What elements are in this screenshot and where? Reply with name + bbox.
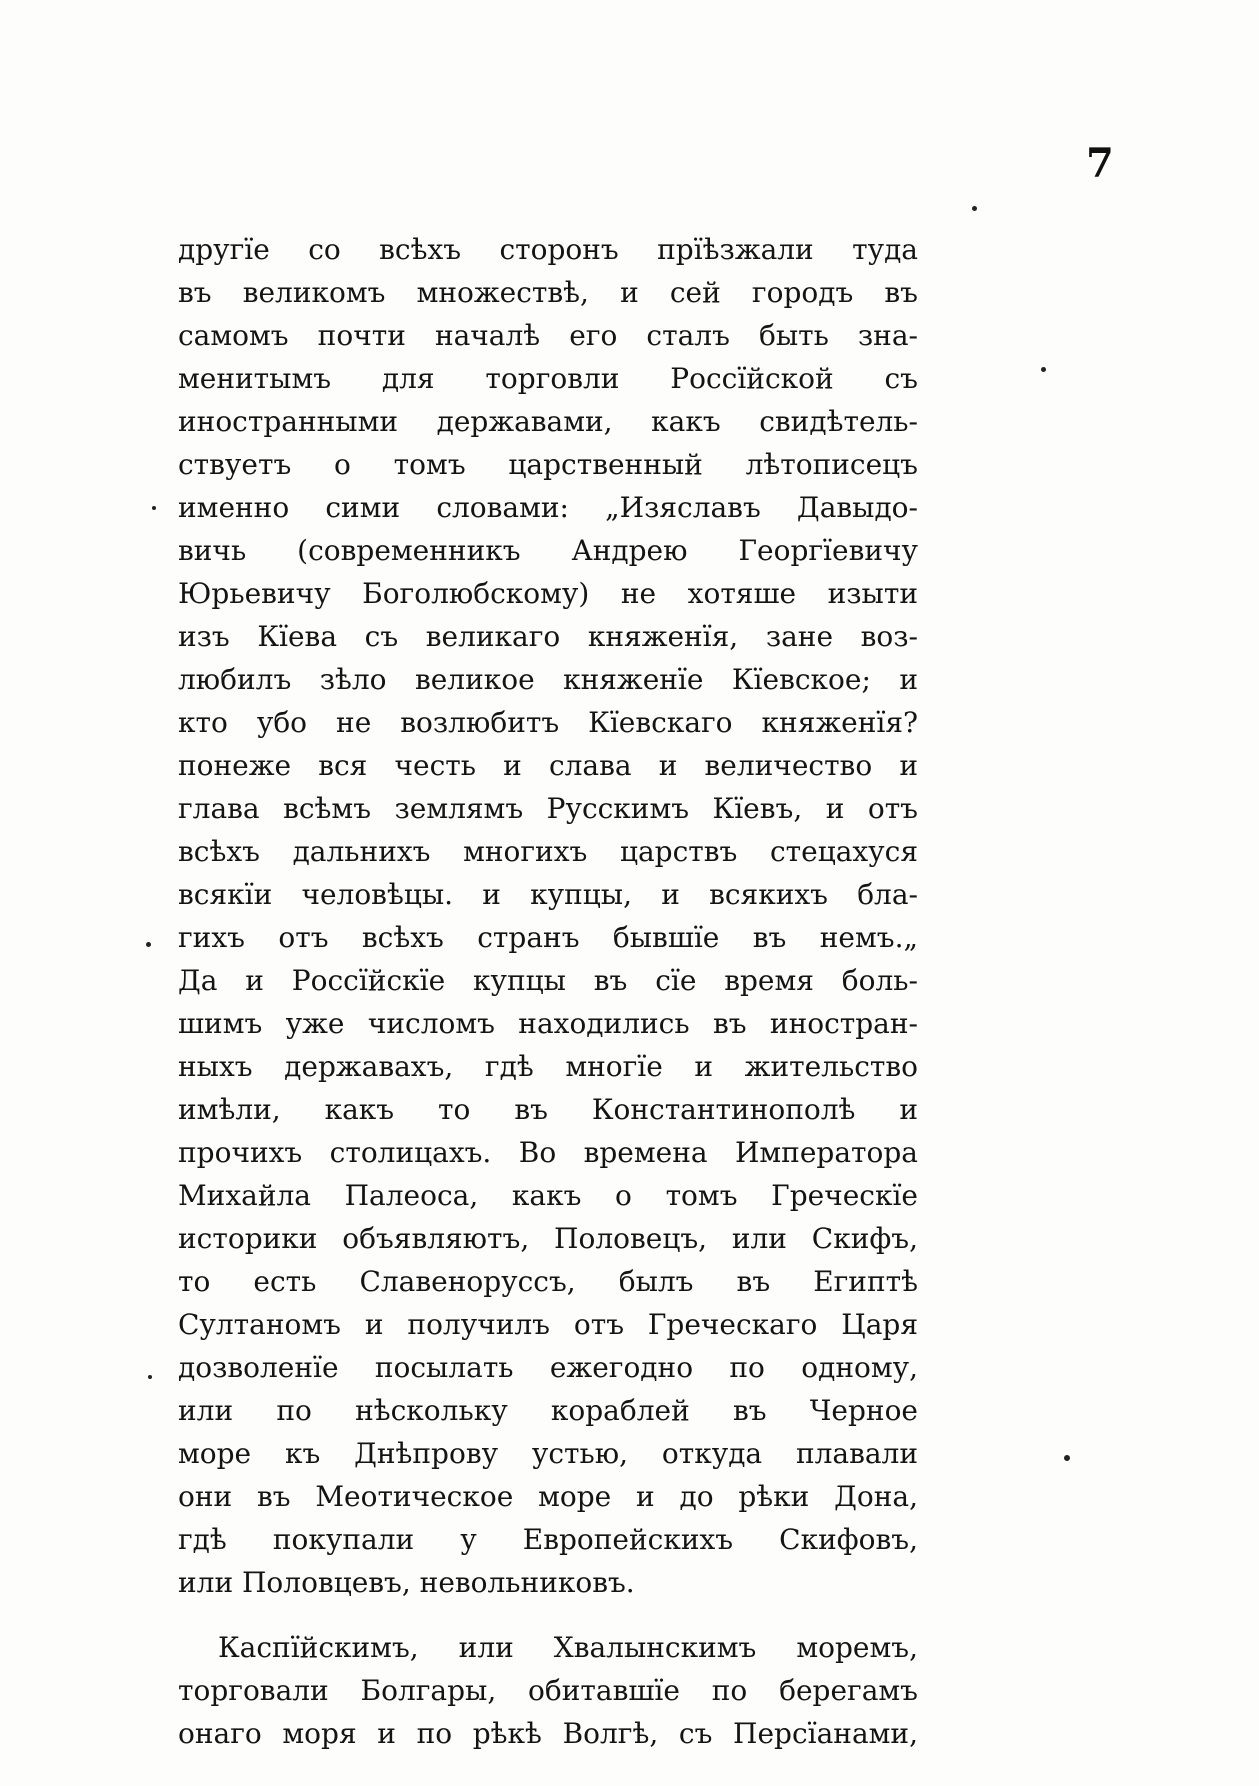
text-line: дозволенїе посылать ежегодно по одному, (178, 1351, 918, 1384)
text-line: или по нѣскольку кораблей въ Черное (178, 1394, 918, 1427)
text-line: понеже вся честь и слава и величество и (178, 749, 918, 782)
print-speck (148, 1375, 152, 1379)
text-line: или Половцевъ, невольниковъ. (178, 1566, 635, 1599)
text-line: менитымъ для торговли Россїйской съ (178, 362, 918, 395)
body-text (178, 228, 918, 1755)
text-line: море къ Днѣпрову устью, откуда плавали (178, 1437, 918, 1470)
text-line: любилъ зѣло великое княженїе Кїевское; и (178, 663, 918, 696)
text-line: Юрьевичу Боголюбскому) не хотяше изыти (178, 577, 918, 610)
text-line: иностранными державами, какъ свидѣтель- (178, 405, 918, 438)
text-line: ныхъ державахъ, гдѣ многїе и жительство (178, 1050, 918, 1083)
text-line: онаго моря и по рѣкѣ Волгѣ, съ Персїанами, (178, 1717, 918, 1750)
print-speck (1064, 1455, 1070, 1461)
text-line: Султаномъ и получилъ отъ Греческаго Царя (178, 1308, 918, 1341)
text-line: они въ Меотическое море и до рѣки Дона, (178, 1480, 918, 1513)
text-line: гдѣ покупали у Европейскихъ Скифовъ, (178, 1523, 918, 1556)
text-line: именно сими словами: „Изяславъ Давыдо- (178, 491, 918, 524)
text-line: прочихъ столицахъ. Во времена Императора (178, 1136, 918, 1169)
text-line: шимъ уже числомъ находились въ иностран- (178, 1007, 918, 1040)
text-line: кто убо не возлюбитъ Кїевскаго княженїя? (178, 706, 918, 739)
print-speck (146, 942, 151, 947)
print-speck (152, 506, 156, 510)
text-line: всякїи человѣцы. и купцы, и всякихъ бла- (178, 878, 918, 911)
paragraph-first-line: Каспїйскимъ, или Хвалынскимъ моремъ, (218, 1631, 918, 1664)
print-speck (1041, 367, 1046, 372)
text-line: глава всѣмъ землямъ Русскимъ Кїевъ, и отъ (178, 792, 918, 825)
text-line: Михайла Палеоса, какъ о томъ Греческїе (178, 1179, 918, 1212)
text-line: гихъ отъ всѣхъ странъ бывшїе въ немъ.„ (178, 921, 918, 954)
text-line: торговали Болгары, обитавшїе по берегамъ (178, 1674, 918, 1707)
text-line: то есть Славеноруссъ, былъ въ Египтѣ (178, 1265, 918, 1298)
text-line: ствуетъ о томъ царственный лѣтописецъ (178, 448, 918, 481)
text-line: самомъ почти началѣ его сталъ быть зна- (178, 319, 918, 352)
text-line: другїе со всѣхъ сторонъ прїѣзжали туда (178, 233, 918, 266)
text-line: въ великомъ множествѣ, и сей городъ въ (178, 276, 918, 309)
text-line: вичь (современникъ Андрею Георгїевичу (178, 534, 918, 567)
text-line: всѣхъ дальнихъ многихъ царствъ стецахуся (178, 835, 918, 868)
text-line: историки объявляютъ, Половецъ, или Скифъ, (178, 1222, 918, 1255)
text-line: имѣли, какъ то въ Константинополѣ и (178, 1093, 918, 1126)
print-speck (972, 206, 977, 211)
text-line: Да и Россїйскїе купцы въ сїе время боль- (178, 964, 918, 997)
page-number: 7 (1086, 140, 1114, 187)
text-line: изъ Кїева съ великаго княженїя, зане воз- (178, 620, 918, 653)
